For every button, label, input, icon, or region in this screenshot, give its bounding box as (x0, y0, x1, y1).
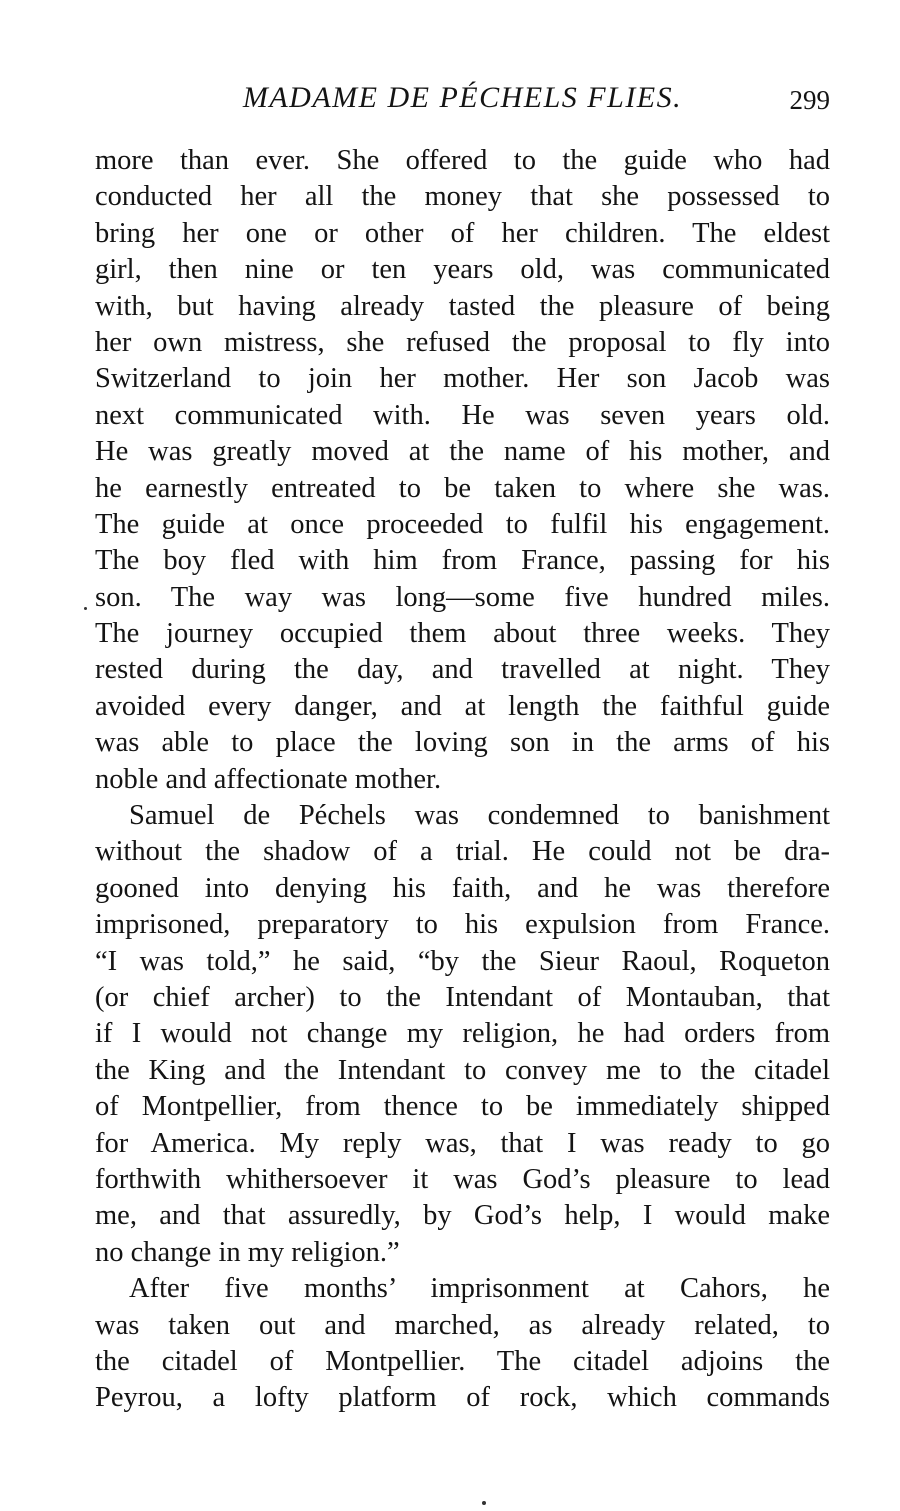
page-number: 299 (789, 85, 830, 115)
text-line: The boy fled with him from France, passing for his (95, 545, 830, 577)
text-line: gooned into denying his faith, and he was therefore (95, 872, 830, 904)
text-line: forthwith whithersoever it was God’s pleasure to lead (95, 1163, 830, 1195)
running-head (95, 78, 830, 118)
margin-speck (482, 1501, 486, 1505)
text-line: of Montpellier, from thence to be immediately shipped (95, 1091, 830, 1123)
running-title: MADAME DE PÉCHELS FLIES. (242, 81, 683, 114)
margin-speck (84, 607, 87, 610)
text-line: the King and the Intendant to convey me to the citadel (95, 1054, 830, 1086)
paragraph (95, 1271, 830, 1417)
text-line: me, and that assuredly, by God’s help, I would make (95, 1200, 830, 1232)
text-line: was taken out and marched, as already related, to (95, 1309, 830, 1341)
text-line: son. The way was long—some five hundred miles. (95, 581, 830, 613)
text-line: with, but having already tasted the pleasure of being (95, 290, 830, 322)
text-line: more than ever. She offered to the guide who had (95, 145, 830, 176)
text-line: conducted her all the money that she possessed to (95, 181, 830, 213)
text-line: no change in my religion.” (95, 1236, 400, 1268)
text-line: noble and affectionate mother. (95, 763, 442, 795)
text-line: avoided every danger, and at length the faithful guide (95, 690, 830, 722)
text-line: girl, then nine or ten years old, was communicated (95, 254, 830, 286)
text-line: he earnestly entreated to be taken to where she was. (95, 472, 830, 504)
text-line: bring her one or other of her children. The eldest (95, 217, 830, 249)
text-line: (or chief archer) to the Intendant of Montauban, that (95, 981, 830, 1013)
text-line: The guide at once proceeded to fulfil his engagement. (95, 508, 830, 540)
text-line: the citadel of Montpellier. The citadel adjoins the (95, 1345, 830, 1377)
text-line: next communicated with. He was seven years old. (95, 399, 830, 431)
text-line: The journey occupied them about three weeks. They (95, 618, 830, 650)
text-line: imprisoned, preparatory to his expulsion from France. (95, 909, 830, 941)
text-line: for America. My reply was, that I was ready to go (95, 1127, 830, 1159)
text-line: Switzerland to join her mother. Her son Jacob was (95, 363, 830, 395)
text-line: Samuel de Péchels was condemned to banishment (129, 800, 830, 832)
paragraph (95, 143, 830, 798)
text-line: without the shadow of a trial. He could not be dra- (95, 836, 830, 868)
text-line: He was greatly moved at the name of his mother, and (95, 436, 830, 468)
text-line: her own mistress, she refused the proposal to fly into (95, 326, 830, 358)
text-line: was able to place the loving son in the arms of his (95, 727, 830, 759)
text-line: “I was told,” he said, “by the Sieur Raoul, Roqueton (95, 945, 830, 977)
text-line: After five months’ imprisonment at Cahors, he (129, 1273, 830, 1305)
paragraph (95, 798, 830, 1271)
body-text (95, 143, 830, 1417)
text-line: rested during the day, and travelled at night. They (95, 654, 830, 686)
text-line: if I would not change my religion, he had orders from (95, 1018, 830, 1050)
text-line: Peyrou, a lofty platform of rock, which commands (95, 1382, 830, 1414)
